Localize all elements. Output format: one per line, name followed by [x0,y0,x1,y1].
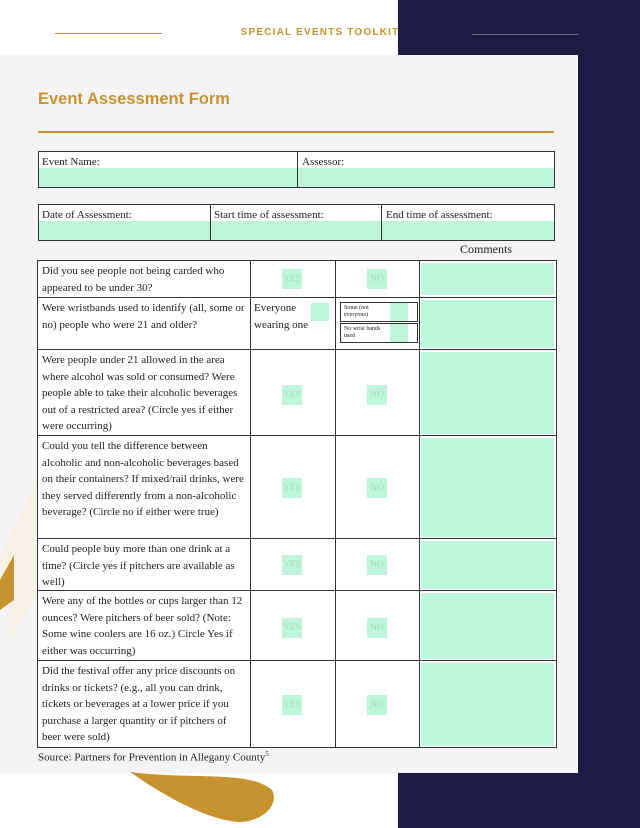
yes-option[interactable]: YES [282,618,302,638]
no-option[interactable]: NO [367,269,387,289]
question-text: Were people under 21 allowed in the area where alcohol was sold or consumed? Were people able to take their alcoholic beverages out of a restricted area? (Circle yes if either were occurring) [42,354,238,432]
yes-option[interactable]: YES [282,269,302,289]
comment-field[interactable] [421,352,554,434]
table-row [38,660,556,747]
assessor-field[interactable] [298,168,554,187]
wristband-none-box[interactable] [390,324,408,342]
no-option[interactable]: NO [367,385,387,405]
end-time-field[interactable] [382,221,554,240]
table-row [38,435,556,538]
comment-field[interactable] [421,438,554,537]
question-text: Were wristbands used to identify (all, some or no) people who were 21 and older? [42,302,245,331]
event-name-field[interactable] [39,168,297,187]
no-option[interactable]: NO [367,618,387,638]
yes-option[interactable]: YES [282,385,302,405]
wristband-some-label: Some (not everyone) [344,305,369,318]
yes-option[interactable]: YES [282,478,302,498]
form-title: Event Assessment Form [38,90,230,108]
assessor-label: Assessor: [302,156,345,168]
yes-option[interactable]: YES [282,555,302,575]
table-row [38,261,556,297]
wristband-everyone-box[interactable] [311,303,329,321]
start-time-field[interactable] [211,221,381,240]
assessment-table [37,260,557,748]
title-rule [38,131,554,133]
event-name-label: Event Name: [42,156,100,168]
yes-option[interactable]: YES [282,695,302,715]
table-row [38,349,556,435]
wristband-some-box[interactable] [390,303,408,321]
comments-header: Comments [460,242,513,256]
question-text: Could you tell the difference between alcoholic and non-alcoholic beverages based on their containers? If mixed/rail drinks, were they served differently from a non-alcoholic beverage? (Circle no if either were true) [42,440,244,518]
question-text: Were any of the bottles or cups larger than 12 ounces? Were pitchers of beer sold? (Note: Some wine coolers are 16 oz.) Circle Yes if either was occurring) [42,595,243,657]
table-row [38,297,556,349]
table-row [38,590,556,660]
question-text: Could people buy more than one drink at a time? (Circle yes if pitchers are available as well) [42,543,235,588]
date-field[interactable] [39,221,210,240]
header-title: SPECIAL EVENTS TOOLKIT [240,27,400,38]
header-rule-left [55,33,162,34]
question-text: Did you see people not being carded who appeared to be under 30? [42,265,225,294]
time-info-box [38,204,555,241]
comment-field[interactable] [421,593,554,659]
comment-field[interactable] [421,541,554,589]
gold-swoosh-shape [130,772,274,822]
source-text: Source: Partners for Prevention in Allegany County [38,751,266,764]
comment-field[interactable] [421,263,554,295]
question-text: Did the festival offer any price discounts on drinks or tickets? (e.g., all you can drink, tickets or beverages at a lower price if you purchase a larger quantity or if pitchers of beer were sold) [42,665,236,743]
no-option[interactable]: NO [367,695,387,715]
no-option[interactable]: NO [367,555,387,575]
comment-field[interactable] [421,300,554,348]
table-row [38,538,556,590]
source-footnote: 5 [265,750,269,758]
header-rule-right [472,34,578,35]
end-time-label: End time of assessment: [386,209,493,221]
wristband-none-label: No wrist bands used [344,326,381,339]
comment-field[interactable] [421,663,554,746]
event-info-box [38,151,555,188]
wristband-everyone-label: Everyone wearing one [254,302,309,331]
start-time-label: Start time of assessment: [214,209,324,221]
source-note [38,750,269,764]
no-option[interactable]: NO [367,478,387,498]
date-label: Date of Assessment: [42,209,132,221]
